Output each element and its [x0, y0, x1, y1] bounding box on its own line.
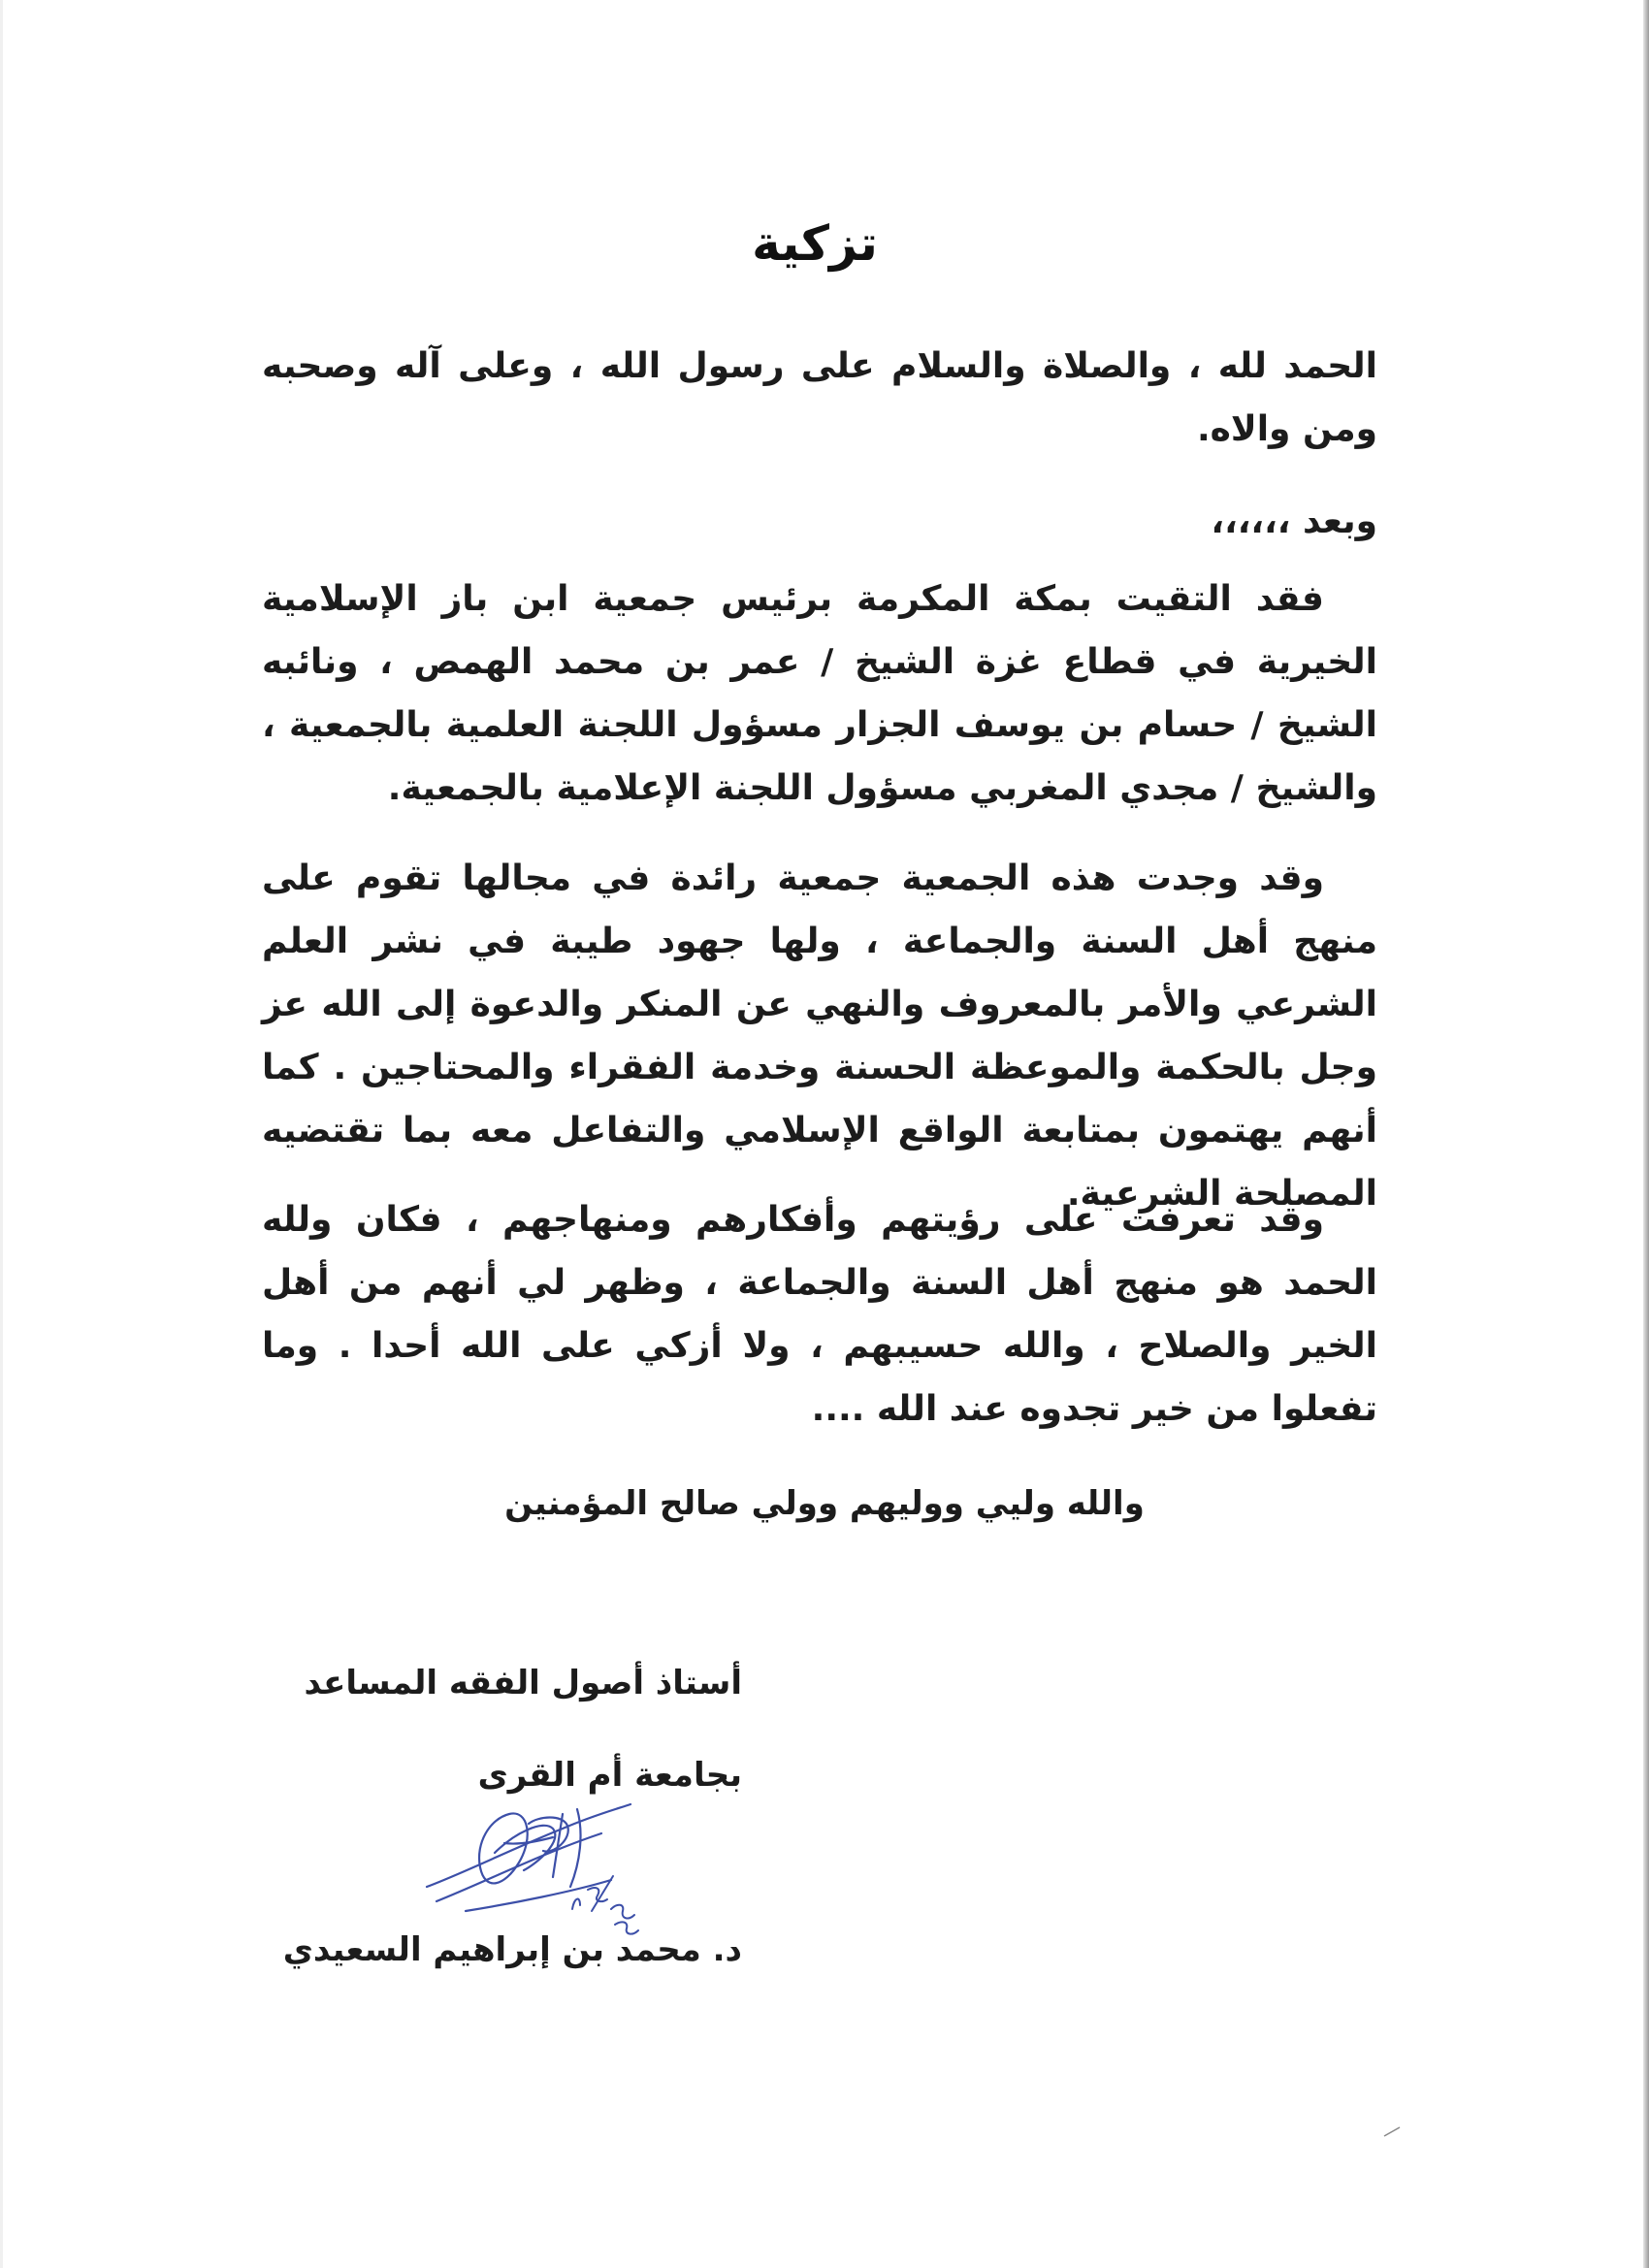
paragraph-association: وقد وجدت هذه الجمعية جمعية رائدة في مجالها تقوم على منهج أهل السنة والجماعة ، ولها جهود طيبة في نشر العلم الشرعي والأمر بالمعروف والنهي عن المنكر والدعوة إلى الله عز وجل بالحكمة والموعظة الحسنة وخدمة الفقراء والمحتاجين . كما أنهم يهتمون بمتابعة الواقع الإسلامي والتفاعل معه بما تقتضيه المصلحة الشرعية.: [262, 859, 1377, 1214]
closing-line: والله وليي ووليهم وولي صالح المؤمنين: [504, 1484, 1145, 1523]
scan-left-edge: [0, 0, 3, 2268]
signer-name: د. محمد بن إبراهيم السعيدي: [282, 1930, 742, 1969]
letter-title: تزكية: [752, 215, 878, 272]
stray-pen-mark: [1382, 2124, 1404, 2138]
handwritten-signature: [407, 1795, 757, 1940]
opening-paragraph: الحمد لله ، والصلاة والسلام على رسول الله ، وعلى آله وصحبه ومن والاه.: [262, 346, 1377, 449]
transition-phrase: وبعد ،،،،،،: [1211, 502, 1377, 541]
signer-university: بجامعة أم القرى: [477, 1756, 742, 1795]
scan-right-edge: [1643, 0, 1649, 2268]
paragraph-recommendation: وقد تعرفت على رؤيتهم وأفكارهم ومنهاجهم ، فكان ولله الحمد هو منهج أهل السنة والجماعة ، وظهر لي أنهم من أهل الخير والصلاح ، والله حسيبهم ، ولا أزكي على الله أحدا . وما تفعلوا من خير تجدوه عند الله ....: [262, 1200, 1377, 1429]
paragraph-meeting: فقد التقيت بمكة المكرمة برئيس جمعية ابن باز الإسلامية الخيرية في قطاع غزة الشيخ / عمر بن محمد الهمص ، ونائبه الشيخ / حسام بن يوسف الجزار مسؤول اللجنة العلمية بالجمعية ، والشيخ / مجدي المغربي مسؤول اللجنة الإعلامية بالجمعية.: [262, 579, 1377, 808]
signer-position: أستاذ أصول الفقه المساعد: [304, 1664, 742, 1702]
